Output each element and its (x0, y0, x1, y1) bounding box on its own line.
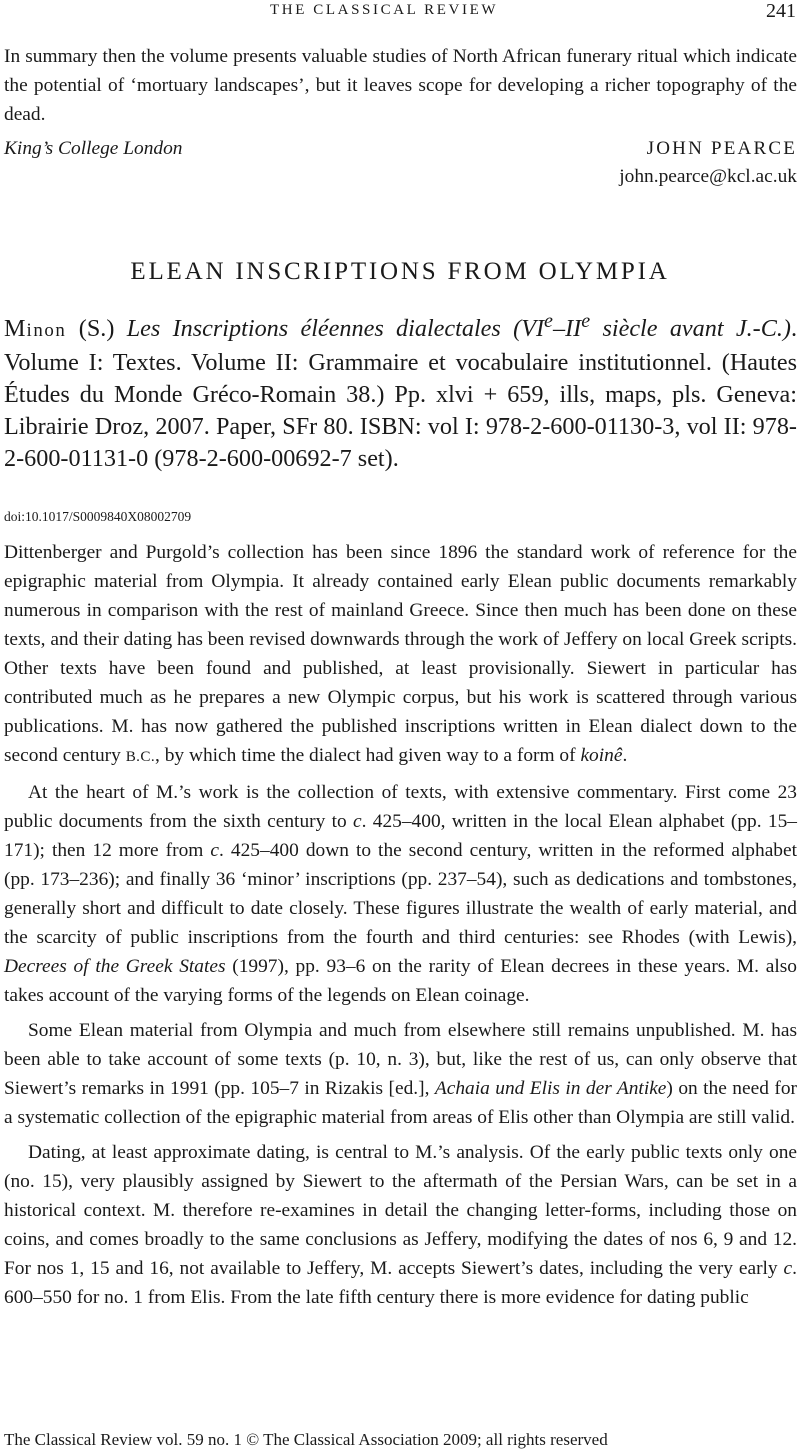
publication-details: . Volume I: Textes. Volume II: Grammaire et vocabulaire institutionnel. (Hautes Études du Monde Gréco-Romain 38.) Pp. xlvi + 659, ills, maps, pls. Geneva: Librairie Droz, 2007. Paper, SFr 80. ISBN: vol I: 978-2-600-01130-3, vol II: 978-2-600-01131-0 (978-2-600-00692-7 set). (4, 315, 797, 473)
book-title-dash: –II (552, 315, 582, 343)
doi: doi:10.1017/S0009840X08002709 (4, 509, 192, 524)
book-citation (4, 305, 797, 475)
p2-circa-2: c (210, 840, 220, 861)
page-footer: The Classical Review vol. 59 no. 1 © The Classical Association 2009; all rights reserved (4, 1430, 608, 1449)
running-head (0, 0, 800, 24)
reviewer-name: JOHN PEARCE (646, 138, 797, 159)
page-number: 241 (766, 0, 796, 22)
reviewer-email: john.pearce@kcl.ac.uk (619, 166, 797, 187)
p1-text-b: , by which time the dialect had given way to a form of (155, 745, 581, 766)
p1-text-a: Dittenberger and Purgold’s collection has been since 1896 the standard work of reference for the epigraphic material from Olympia. It already contained early Elean public documents remarkably numerous in comparison with the rest of mainland Greece. Since then much has been done on these texts, and their dating has been revised downwards through the work of Jeffery on local Greek scripts. Other texts have been found and published, at least provisionally. Siewert in particular has contributed much as he prepares a new Olympic corpus, but his work is scattered through various publications. M. has now gathered the published inscriptions written in Elean dialect down to the second century (4, 542, 797, 766)
author-surname-rest: inon (26, 320, 67, 342)
p2-text-c: . 425–400 down to the second century, written in the reformed alphabet (pp. 173–236); and finally 36 ‘minor’ inscriptions (pp. 237–54), such as dedications and tombstones, generally short and difficult to date closely. These figures illustrate the wealth of early material, and the scarcity of public inscriptions from the fourth and third centuries: see Rhodes (with Lewis), (4, 840, 797, 948)
p2-cited-title: Decrees of the Greek States (4, 956, 226, 977)
p1-end: . (622, 745, 628, 766)
previous-review-end (4, 42, 797, 129)
author-first-initial: (S.) (78, 315, 115, 343)
review-heading: ELEAN INSCRIPTIONS FROM OLYMPIA (130, 258, 670, 285)
reviewer-affiliation: King’s College London (4, 138, 183, 159)
review-body (4, 538, 797, 1318)
reviewer-signature (4, 138, 797, 168)
body-paragraph-1 (4, 538, 797, 772)
body-paragraph-4 (4, 1138, 797, 1312)
p1-bc-abbrev: B.C. (125, 749, 156, 765)
p1-koine: koinê (580, 745, 623, 766)
p3-text-b: ) on the need for a systematic collection of the epigraphic material from areas of Elis other than Olympia are still valid. (4, 1078, 797, 1128)
p4-text-b: . 600–550 for no. 1 from Elis. From the late fifth century there is more evidence for dating public (4, 1258, 797, 1308)
book-title (126, 310, 791, 343)
p3-cited-title: Achaia und Elis in der Antike (434, 1078, 667, 1099)
title-superscript-1: e (544, 310, 553, 332)
body-paragraph-2 (4, 778, 797, 1010)
p2-text-a: At the heart of M.’s work is the collection of texts, with extensive commentary. First come 23 public documents from the sixth century to (4, 782, 797, 832)
book-title-part-2: siècle avant J.-C.) (590, 315, 791, 343)
p2-circa-1: c (353, 811, 362, 832)
book-title-part-1: Les Inscriptions éléennes dialectales (VI (126, 315, 545, 343)
closing-paragraph: In summary then the volume presents valuable studies of North African funerary ritual which indicate the potential of ‘mortuary landscapes’, but it leaves scope for developing a richer topography of the dead. (4, 46, 797, 125)
p3-text-a: Some Elean material from Olympia and much from elsewhere still remains unpublished. M. has been able to take account of some texts (p. 10, n. 3), but, like the rest of us, can only observe that Siewert’s remarks in 1991 (pp. 105–7 in Rizakis [ed.], (4, 1020, 797, 1099)
body-paragraph-3 (4, 1016, 797, 1132)
journal-name: THE CLASSICAL REVIEW (270, 2, 499, 18)
p4-text-a: Dating, at least approximate dating, is central to M.’s analysis. Of the early public texts only one (no. 15), very plausibly assigned by Siewert to the aftermath of the Persian Wars, can be set in a historical context. M. therefore re-examines in detail the changing letter-forms, including those on coins, and comes broadly to the same conclusions as Jeffery, modifying the dates of nos 6, 9 and 12. For nos 1, 15 and 16, not available to Jeffery, M. accepts Siewert’s dates, including the very early (4, 1142, 797, 1279)
p2-text-d: (1997), pp. 93–6 on the rarity of Elean decrees in these years. M. also takes account of the varying forms of the legends on Elean coinage. (4, 956, 797, 1006)
book-author (4, 315, 66, 342)
author-initial: M (4, 315, 27, 343)
p4-circa: c (783, 1258, 793, 1279)
title-superscript-2: e (581, 310, 591, 332)
p2-text-b: . 425–400, written in the local Elean alphabet (pp. 15–171); then 12 more from (4, 811, 797, 861)
